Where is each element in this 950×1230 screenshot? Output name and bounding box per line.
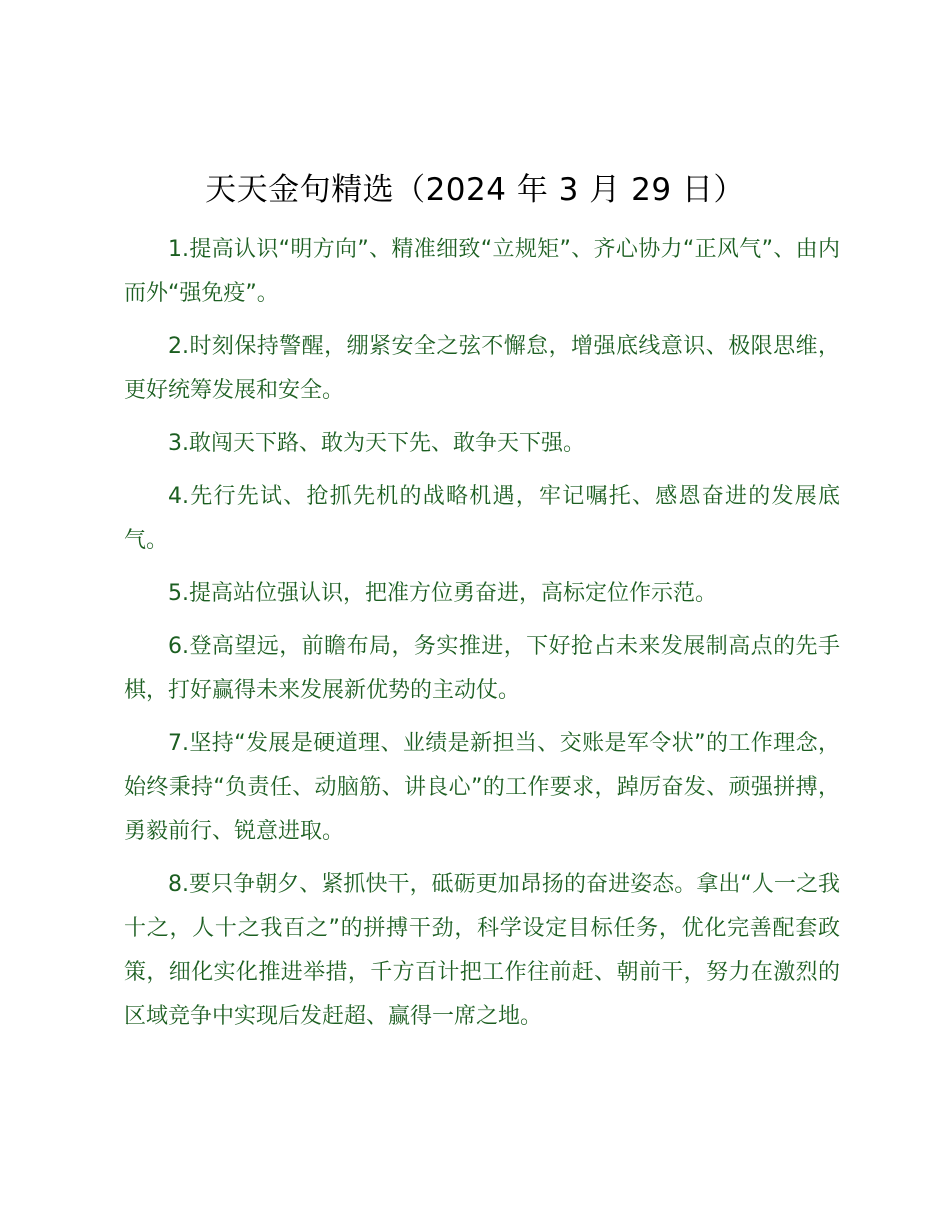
quote-paragraph-1: 1.提高认识“明方向”、精准细致“立规矩”、齐心协力“正风气”、由内而外“强免疫”。 [124,237,840,306]
document-body [124,228,840,1048]
document-title: 天天金句精选（2024 年 3 月 29 日） [205,172,745,208]
quote-paragraph-8: 8.要只争朝夕、紧抓快干，砥砺更加昂扬的奋进姿态。拿出“人一之我十之，人十之我百之”的拼搏干劲，科学设定目标任务，优化完善配套政策，细化实化推进举措，千方百计把工作往前赶、朝前干，努力在激烈的区域竞争中实现后发赶超、赢得一席之地。 [124,872,840,1029]
quote-paragraph-7: 7.坚持“发展是硬道理、业绩是新担当、交账是军令状”的工作理念，始终秉持“负责任、动脑筋、讲良心”的工作要求，踔厉奋发、顽强拼搏，勇毅前行、锐意进取。 [124,731,840,844]
quote-paragraph-4: 4.先行先试、抢抓先机的战略机遇，牢记嘱托、感恩奋进的发展底气。 [124,484,840,553]
quote-paragraph-3: 3.敢闯天下路、敢为天下先、敢争天下强。 [168,431,585,456]
quote-paragraph-2: 2.时刻保持警醒，绷紧安全之弦不懈怠，增强底线意识、极限思维，更好统筹发展和安全。 [124,334,840,403]
quote-paragraph-5: 5.提高站位强认识，把准方位勇奋进，高标定位作示范。 [168,581,717,606]
quote-paragraph-6: 6.登高望远，前瞻布局，务实推进，下好抢占未来发展制高点的先手棋，打好赢得未来发展新优势的主动仗。 [124,634,840,703]
